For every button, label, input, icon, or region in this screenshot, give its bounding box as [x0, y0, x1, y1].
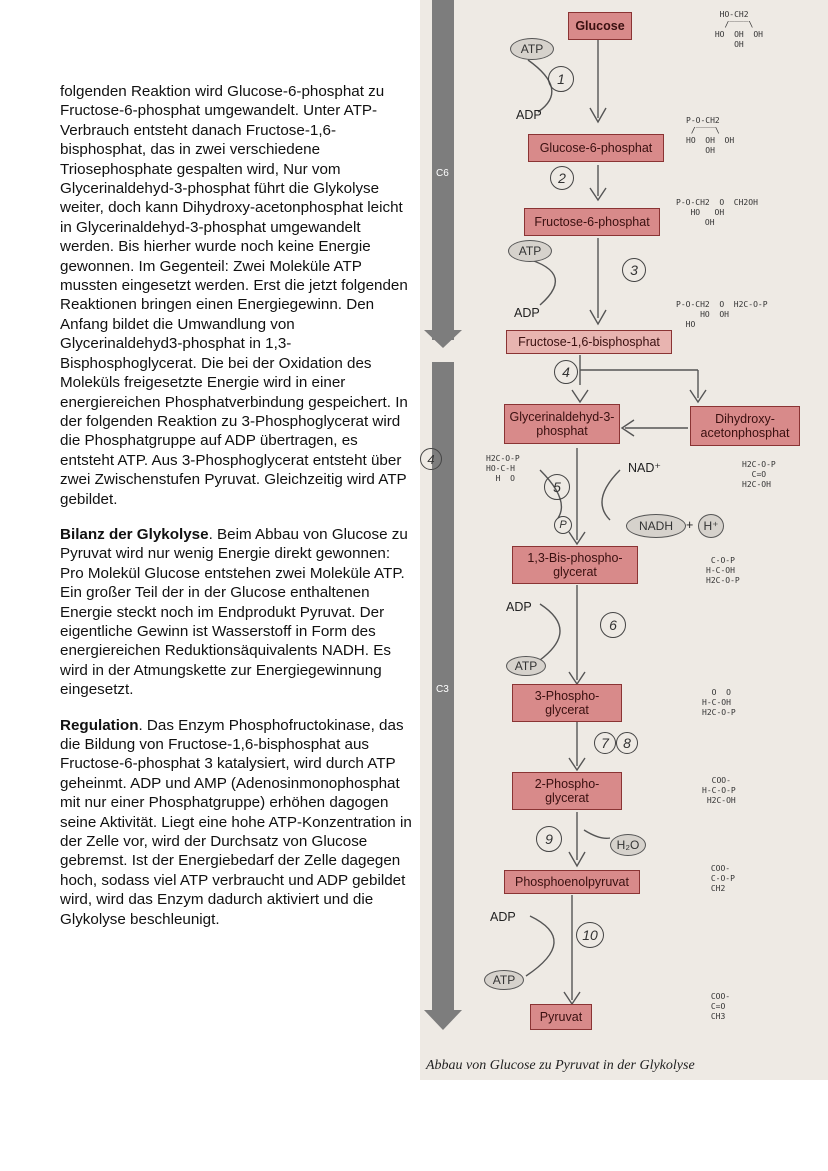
- f16bp-structure: P-O-CH2 O H2C-O-P HO OH HO: [676, 300, 768, 329]
- h-plus-label: H⁺: [698, 514, 724, 538]
- pep-structure: COO- C-O-P CH2: [710, 864, 735, 893]
- bpg-structure: C-O-P H-C-OH H2C-O-P: [706, 556, 740, 585]
- step-4: 4: [554, 360, 578, 384]
- step-3: 3: [622, 258, 646, 282]
- dhap-structure: H2C-O-P C=O H2C-OH: [742, 460, 776, 489]
- step-6: 6: [600, 612, 626, 638]
- figure-arrows: [420, 0, 828, 1080]
- c6-label: C6: [436, 168, 449, 179]
- step-5: 5: [544, 474, 570, 500]
- c3-label: C3: [436, 684, 449, 695]
- pg2-structure: COO- H-C-O-P H2C-OH: [702, 776, 736, 805]
- step-2: 2: [550, 166, 574, 190]
- atp-3: ATP: [506, 656, 546, 676]
- figure-caption: Abbau von Glucose zu Pyruvat in der Glykolyse: [426, 1058, 695, 1073]
- adp-3: ADP: [506, 600, 532, 614]
- dhap-box: Dihydroxy-acetonphosphat: [690, 406, 800, 446]
- pep-box: Phosphoenolpyruvat: [504, 870, 640, 894]
- paragraph-glycolysis: folgenden Reaktion wird Glucose-6-phosphat zu Fructose-6-phosphat umgewandelt. Unter ATP-Verbrauch entsteht danach Fructose-1,6-bisphosphat, das in zwei verschiedene Triosephosphate gespalten wird, Nur vom Glycerinaldehyd-3-phosphat führt die Glykolyse weiter, doch kann Dihydroxy-acetonphosphat leicht in Glycerinaldehyd-3-phosphat umgewandelt werden. Bis hierher wurde noch keine Energie gewonnen. Im Gegenteil: Zwei Moleküle ATP mussten eingesetzt werden. Erst die jetzt folgenden Reaktionen bringen einen Energiegewinn. Den Anfang bildet die Umwandlung von Glycerinaldehyd3-phosphat in 1,3-Bisphosphoglycerat. Die bei der Oxidation des Moleküls freigesetzte Energie wird in einer energiereichen Phosphatverbindung gespeichert. In der folgenden Reaktion zu 3-Phosphoglycerat wird die Phosphatgruppe auf ADP übertragen, es entsteht ATP. Aus 3-Phosphoglycerat entsteht über zwei Zwischenstufen Pyruvat. Gleichzeitig wird ATP gebildet.: [60, 83, 408, 508]
- step-10: 10: [576, 922, 604, 948]
- regulation-body: . Das Enzym Phosphofructokinase, das die Bildung von Fructose-1,6-bisphosphat aus Fructose-6-phosphat 3 katalysiert, wird durch ATP geheinmt. ADP und AMP (Adenosinmonophosphat mit nur einer Phosphatgruppe) erhöhen dagogen seine Aktivität. Liegt eine hohe ATP-Konzentration in der Zelle vor, wird der Durchsatz von Glucose gebremst. Ist der Energiebedarf der Zelle dagegen hoch, sodass viel ATP verbraucht und ADP gebildet wird, wird das Enzym dadurch aktiviert und die Glykolyse beschleunigt.: [60, 716, 412, 928]
- pg3-box: 3-Phospho-glycerat: [512, 684, 622, 722]
- step-8: 8: [616, 732, 638, 754]
- nadh-label: NADH: [626, 514, 686, 538]
- f6p-box: Fructose-6-phosphat: [524, 208, 660, 236]
- atp-2: ATP: [508, 240, 552, 262]
- glucose-structure: HO-CH2 /‾‾‾‾\ HO OH OH OH: [714, 10, 763, 49]
- g6p-structure: P-O-CH2 /‾‾‾‾\ HO OH OH OH: [686, 116, 735, 155]
- paragraph-balance: [60, 525, 412, 700]
- pyruvat-box: Pyruvat: [530, 1004, 592, 1030]
- f16bp-box: Fructose-1,6-bisphosphat: [506, 330, 672, 354]
- c3-arrowhead: [424, 1010, 462, 1030]
- adp-1: ADP: [516, 108, 542, 122]
- regulation-heading: Regulation: [60, 716, 139, 734]
- f6p-structure: P-O-CH2 O CH2OH HO OH OH: [676, 198, 758, 227]
- plus-sign: +: [686, 518, 694, 532]
- gap-box: Glycerinaldehyd-3-phosphat: [504, 404, 620, 444]
- atp-4: ATP: [484, 970, 524, 990]
- pyruvat-structure: COO- C=O CH3: [710, 992, 731, 1021]
- adp-4: ADP: [490, 910, 516, 924]
- step-1: 1: [548, 66, 574, 92]
- adp-2: ADP: [514, 306, 540, 320]
- h2o-label: H₂O: [610, 834, 646, 856]
- nad-label: NAD⁺: [628, 461, 661, 475]
- pg2-box: 2-Phospho-glycerat: [512, 772, 622, 810]
- side-note-4: 4: [420, 448, 442, 470]
- step-9: 9: [536, 826, 562, 852]
- pg3-structure: O O H-C-OH H2C-O-P: [702, 688, 736, 717]
- phosphate-label: P: [554, 516, 572, 534]
- step-7: 7: [594, 732, 616, 754]
- atp-1: ATP: [510, 38, 554, 60]
- gap-structure: H2C-O-P HO-C-H H O: [486, 454, 520, 483]
- glucose-box: Glucose: [568, 12, 632, 40]
- paragraph-regulation: [60, 716, 412, 929]
- g6p-box: Glucose-6-phosphat: [528, 134, 664, 162]
- balance-heading: Bilanz der Glykolyse: [60, 525, 209, 543]
- glycolysis-figure: [420, 0, 828, 1080]
- bpg-box: 1,3-Bis-phospho-glycerat: [512, 546, 638, 584]
- balance-body: . Beim Abbau von Glucose zu Pyruvat wird nur wenig Energie direkt gewonnen: Pro Molekül Glucose entstehen zwei Moleküle ATP. Ein großer Teil der in der Glucose enthaltenen Energie steckt noch im Endprodukt Pyruvat. Der eigentliche Gewinn ist Wasserstoff in Form des energiereichen Reduktionsäquivalents NADH. Es wird in der Atmungskette zur Energiegewinnung eingesetzt.: [60, 525, 408, 699]
- c6-arrowhead: [424, 330, 462, 348]
- article-text: [60, 82, 412, 945]
